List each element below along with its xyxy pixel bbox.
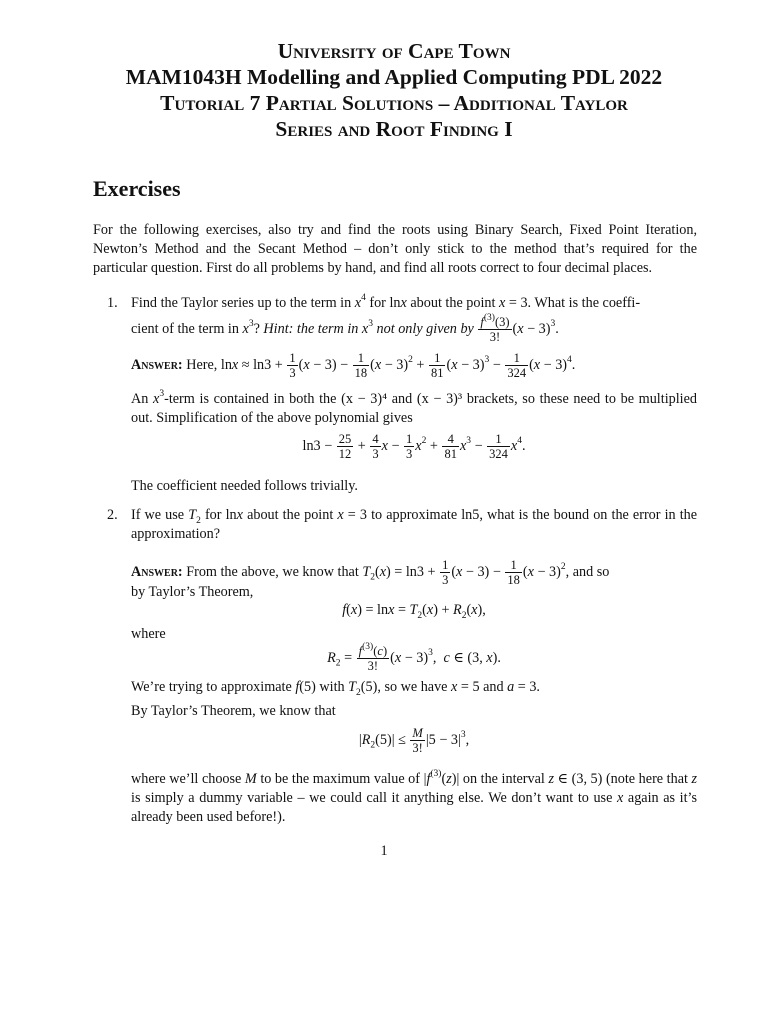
exercise-2-error-bound: $|R_2(5)|$ ≤ $\frac{M}{3!}$ $|5 - 3|^3$, xyxy=(358,726,470,755)
exercise-2-by-taylor-2: By Taylor’s Theorem, we know that xyxy=(131,703,336,719)
exercise-1-number: 1. xyxy=(107,295,118,311)
course-title: MAM1043H Modelling and Applied Computing PDL 2022 xyxy=(125,65,663,89)
title-block xyxy=(40,38,748,142)
section-heading: Exercises xyxy=(93,176,181,201)
exercise-1-polynomial: ln3 − $\frac{25}{12}$ + $\frac{4}{3}$ x − $\frac{1}{3}$ $x^2$ + $\frac{4}{81}$ $x^3$ − $\frac{1}{324}$ $x^4$. xyxy=(302,432,526,461)
tutorial-title-line2: Series and Root Finding I xyxy=(275,117,513,141)
exercise-1-question-line2: cient of the term in $x^3$? Hint: the term in $x^3$ not only given by $\frac{f^{(3)}(3)}{3!}$ $(x - 3)^3$. xyxy=(131,312,559,344)
exercise-2-trying: We’re trying to approximate f(5) with $T_2(5)$, so we have x = 5 and a = 3. xyxy=(131,679,540,698)
exercise-2-by-taylor: by Taylor’s Theorem, xyxy=(131,584,254,600)
tutorial-title-line1: Tutorial 7 Partial Solutions – Additional Taylor xyxy=(160,91,628,115)
exercise-1-conclusion: The coefficient needed follows trivially. xyxy=(131,478,358,494)
intro-paragraph: For the following exercises, also try and find the roots using Binary Search, Fixed Point Iteration, Newton’s Method and the Secant Method – don’t only stick to the method that’s required for the particular question. First do all problems by hand, and find all roots correct to four decimal places. xyxy=(93,222,697,276)
exercise-2-answer: Answer: From the above, we know that $T_2(x) = \ln 3$ + $\frac{1}{3}$ (x − 3) − $\frac{1}{18}$ $(x - 3)^2$, and so xyxy=(131,558,610,587)
exercise-2-remainder: $R_2$ = $\frac{f^{(3)}(c)}{3!}$ $(x - 3)^3$, c ∈ (3, x). xyxy=(327,641,501,673)
exercise-2-equation-f: $f(x) = \ln x = T_2(x) + R_2(x)$, xyxy=(342,602,486,621)
exercise-1-question-line1: Find the Taylor series up to the term in $x^4$ for lnx about the point x = 3. What is the coeffi- xyxy=(131,293,641,311)
exercise-2-question: If we use $T_2$ for lnx about the point x = 3 to approximate ln5, what is the bound on the error in the approximation? xyxy=(131,507,698,542)
page-number: 1 xyxy=(380,843,388,859)
exercise-2-number: 2. xyxy=(107,507,118,523)
exercise-2-choose-m: where we’ll choose M to be the maximum value of $|f^{(3)}(z)|$ on the interval z ∈ (3, 5) (note here that z is simply a dummy variable – we could call it anything else. We don’t want to use x again as it’s already been used before!). xyxy=(131,769,698,825)
institution-title: University of Cape Town xyxy=(277,39,511,63)
exercise-2-where: where xyxy=(131,626,166,642)
exercise-1-answer: Answer: Here, lnx ≈ ln3 + $\frac{1}{3}$ (x − 3) − $\frac{1}{18}$ $(x - 3)^2$ + $\frac{1}{81}$ $(x - 3)^3$ − $\frac{1}{324}$ $(x - 3)^4$. xyxy=(131,351,576,380)
exercise-1-explanation: An $x^3$-term is contained in both the (x − 3)⁴ and (x − 3)³ brackets, so these need to be multiplied out. Simplification of the above polynomial gives xyxy=(131,389,698,426)
